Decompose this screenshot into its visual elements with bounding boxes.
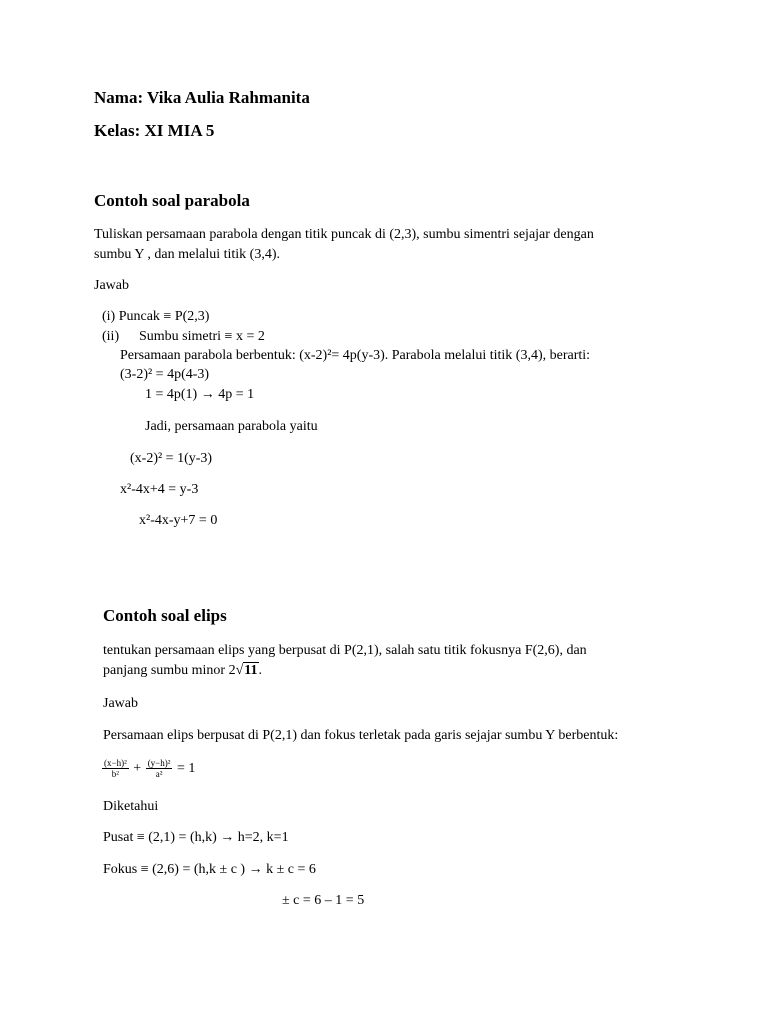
equation-equals-one: = 1 — [176, 761, 196, 776]
parabola-question-line2: sumbu Y , dan melalui titik (3,4). — [94, 247, 280, 262]
fraction-2-numerator: (y−h)² — [147, 758, 171, 769]
fraction-1 — [102, 758, 129, 779]
parabola-section-title: Contoh soal parabola — [94, 191, 250, 210]
fraction-1-numerator: (x−h)² — [104, 758, 127, 769]
elips-question-line2-prefix: panjang sumbu minor 2 — [103, 663, 236, 678]
student-name: Nama: Vika Aulia Rahmanita — [94, 88, 310, 107]
parabola-p-line: 1 = 4p(1) → 4p = 1 — [145, 387, 255, 402]
parabola-substitution-line: (3-2)² = 4p(4-3) — [120, 367, 210, 382]
elips-equation — [101, 758, 195, 780]
parabola-step-2-text: Sumbu simetri ≡ x = 2 — [139, 329, 265, 344]
parabola-jawab-label: Jawab — [94, 278, 129, 293]
parabola-equation-2: x²-4x+4 = y-3 — [120, 482, 199, 497]
elips-pusat-line: Pusat ≡ (2,1) = (h,k) → h=2, k=1 — [103, 830, 289, 845]
parabola-equation-3: x²-4x-y+7 = 0 — [139, 513, 218, 528]
plus-sign: + — [133, 761, 142, 776]
fraction-1-denominator: b² — [111, 769, 119, 780]
parabola-conclusion-line: Jadi, persamaan parabola yaitu — [145, 419, 318, 434]
elips-form-line: Persamaan elips berpusat di P(2,1) dan fokus terletak pada garis sejajar sumbu Y berbentuk: — [103, 728, 619, 743]
elips-question-line1: tentukan persamaan elips yang berpusat di P(2,1), salah satu titik fokusnya F(2,6), dan — [103, 643, 587, 658]
parabola-step-2-number: (ii) — [102, 329, 120, 344]
student-class: Kelas: XI MIA 5 — [94, 121, 215, 140]
parabola-equation-1: (x-2)² = 1(y-3) — [130, 451, 213, 466]
sqrt-radicand: 11 — [244, 663, 258, 678]
elips-fokus-line: Fokus ≡ (2,6) = (h,k ± c ) → k ± c = 6 — [103, 862, 316, 877]
elips-diketahui-label: Diketahui — [103, 799, 159, 814]
elips-c-line: ± c = 6 – 1 = 5 — [282, 893, 365, 908]
fraction-2 — [146, 758, 173, 779]
elips-jawab-label: Jawab — [103, 696, 138, 711]
elips-question-line2-suffix: . — [258, 663, 263, 678]
sqrt-symbol: √11 — [235, 663, 258, 678]
parabola-question-line1: Tuliskan persamaan parabola dengan titik puncak di (2,3), sumbu simentri sejajar dengan — [94, 227, 594, 242]
parabola-form-line: Persamaan parabola berbentuk: (x-2)²= 4p(y-3). Parabola melalui titik (3,4), berarti: — [120, 348, 591, 363]
parabola-step-1: (i) Puncak ≡ P(2,3) — [102, 309, 210, 324]
fraction-2-denominator: a² — [155, 769, 163, 780]
elips-section-title: Contoh soal elips — [103, 606, 227, 625]
elips-question-line2 — [103, 662, 262, 679]
